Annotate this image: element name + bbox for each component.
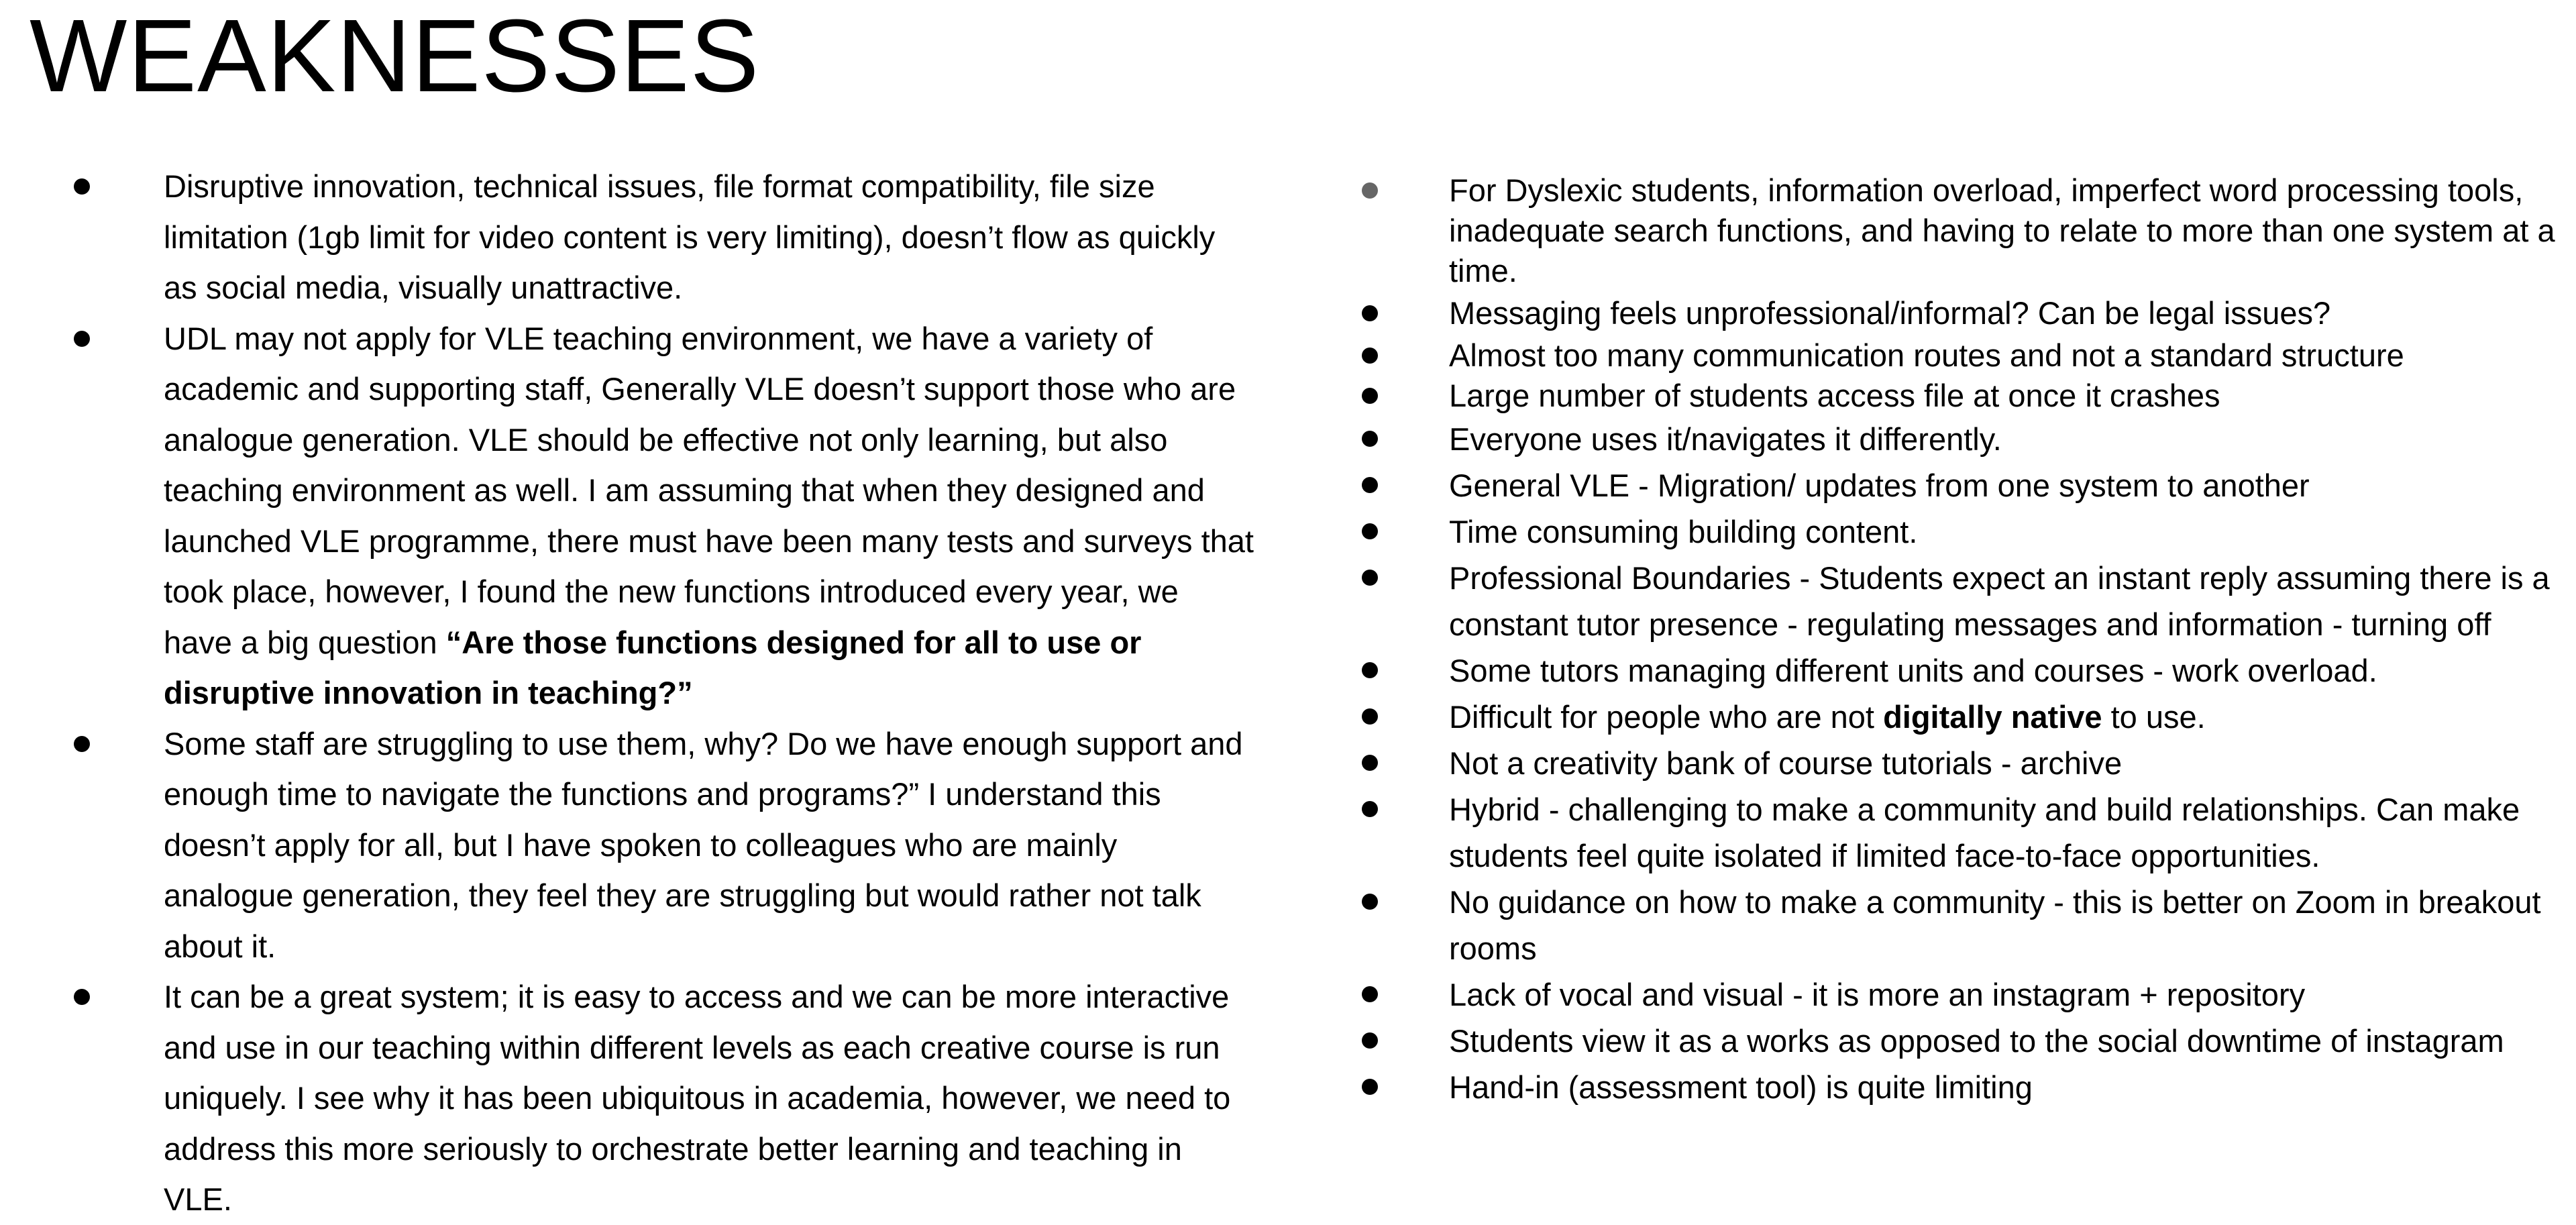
bullet-icon bbox=[1362, 755, 1378, 771]
list-item-text: Messaging feels unprofessional/informal? Can be legal issues? bbox=[1449, 295, 2331, 331]
list-item bbox=[1359, 647, 2560, 694]
bold-question: “Are those functions designed for all to use or disruptive innovation in teaching?” bbox=[164, 624, 1142, 710]
list-item bbox=[74, 718, 1254, 972]
list-item-text: Some tutors managing different units and courses - work overload. bbox=[1449, 653, 2377, 688]
list-item bbox=[1359, 971, 2560, 1018]
list-item-text: No guidance on how to make a community - this is better on Zoom in breakout rooms bbox=[1449, 884, 2541, 966]
bullet-icon bbox=[1362, 305, 1378, 321]
list-item bbox=[1359, 1018, 2560, 1064]
list-item-text: Hybrid - challenging to make a community and build relationships. Can make students feel quite isolated if limited face-to-face opportunities. bbox=[1449, 792, 2520, 873]
bullet-icon bbox=[1362, 708, 1378, 725]
bullet-icon bbox=[1362, 662, 1378, 678]
list-item-text: General VLE - Migration/ updates from one system to another bbox=[1449, 468, 2310, 503]
list-item bbox=[1359, 291, 2560, 335]
list-item-text: Professional Boundaries - Students expect an instant reply assuming there is a constant tutor presence - regulating messages and information - turning off bbox=[1449, 560, 2550, 642]
right-bullet-list bbox=[1359, 170, 2560, 1110]
bullet-icon bbox=[1362, 570, 1378, 586]
list-item bbox=[1359, 786, 2560, 879]
list-item-text: Hand-in (assessment tool) is quite limiting bbox=[1449, 1069, 2033, 1105]
list-item-text: Some staff are struggling to use them, why? Do we have enough support and enough time to navigate the functions and programs?” I understand this doesn’t apply for all, but I have spoken to colleagues who are mainly analogue generation, they feel they are struggling but would rather not talk about it. bbox=[164, 725, 1243, 964]
list-item bbox=[1359, 509, 2560, 555]
slide-title: WEAKNESSES bbox=[30, 0, 760, 113]
list-item-text: Time consuming building content. bbox=[1449, 514, 1918, 549]
list-item bbox=[1359, 376, 2560, 416]
list-item-text: Disruptive innovation, technical issues, file format compatibility, file size limitation (1gb limit for video content is very limiting), doesn’t flow as quickly as social media, visually unattractive. bbox=[164, 168, 1216, 305]
list-item bbox=[74, 313, 1254, 718]
bullet-icon bbox=[74, 736, 90, 752]
list-item bbox=[1359, 170, 2560, 291]
list-item-text: For Dyslexic students, information overload, imperfect word processing tools, inadequate search functions, and having to relate to more than one system at a time. bbox=[1449, 172, 2555, 288]
bullet-icon bbox=[1362, 801, 1378, 817]
bullet-icon bbox=[1362, 431, 1378, 447]
list-item bbox=[1359, 462, 2560, 509]
bullet-icon bbox=[1362, 182, 1378, 199]
bullet-icon bbox=[1362, 477, 1378, 493]
bullet-icon bbox=[1362, 388, 1378, 404]
list-item-text: UDL may not apply for VLE teaching environment, we have a variety of academic and supporting staff, Generally VLE doesn’t support those who are analogue generation. VLE should be effective not only learning, but also teaching environment as well. I am assuming that when they designed and launched VLE programme, there must have been many tests and surveys that took place, however, I found the new functions introduced every year, we have a big question “Are those functions designed for all to use or disruptive innovation in teaching?” bbox=[164, 320, 1254, 710]
bold-phrase: digitally native bbox=[1883, 699, 2102, 735]
bullet-icon bbox=[1362, 348, 1378, 364]
list-item bbox=[1359, 335, 2560, 376]
bullet-icon bbox=[1362, 1079, 1378, 1095]
bullet-icon bbox=[74, 178, 90, 195]
list-item bbox=[1359, 879, 2560, 971]
list-item bbox=[1359, 1064, 2560, 1110]
bullet-icon bbox=[1362, 894, 1378, 910]
list-item-text: Everyone uses it/navigates it differently. bbox=[1449, 421, 2002, 457]
list-item-text: Large number of students access file at once it crashes bbox=[1449, 378, 2220, 413]
list-item-text: Difficult for people who are not digitally native to use. bbox=[1449, 699, 2206, 735]
bullet-icon bbox=[1362, 523, 1378, 539]
bullet-icon bbox=[1362, 986, 1378, 1002]
left-bullet-list bbox=[74, 161, 1254, 1225]
list-item bbox=[1359, 416, 2560, 462]
list-item bbox=[1359, 555, 2560, 647]
list-item bbox=[1359, 740, 2560, 786]
list-item bbox=[74, 161, 1254, 313]
list-item-text: Not a creativity bank of course tutorials - archive bbox=[1449, 745, 2123, 781]
list-item bbox=[1359, 694, 2560, 740]
list-item-text: It can be a great system; it is easy to access and we can be more interactive and use in our teaching within different levels as each creative course is run uniquely. I see why it has been ubiquitous in academia, however, we need to address this more seriously to orchestrate better learning and teaching in VLE. bbox=[164, 979, 1231, 1217]
list-item bbox=[74, 971, 1254, 1225]
list-item-text: Students view it as a works as opposed to the social downtime of instagram bbox=[1449, 1023, 2504, 1059]
bullet-icon bbox=[1362, 1032, 1378, 1049]
bullet-icon bbox=[74, 331, 90, 347]
bullet-icon bbox=[74, 989, 90, 1005]
list-item-text: Lack of vocal and visual - it is more an instagram + repository bbox=[1449, 977, 2306, 1012]
list-item-text: Almost too many communication routes and not a standard structure bbox=[1449, 337, 2404, 373]
